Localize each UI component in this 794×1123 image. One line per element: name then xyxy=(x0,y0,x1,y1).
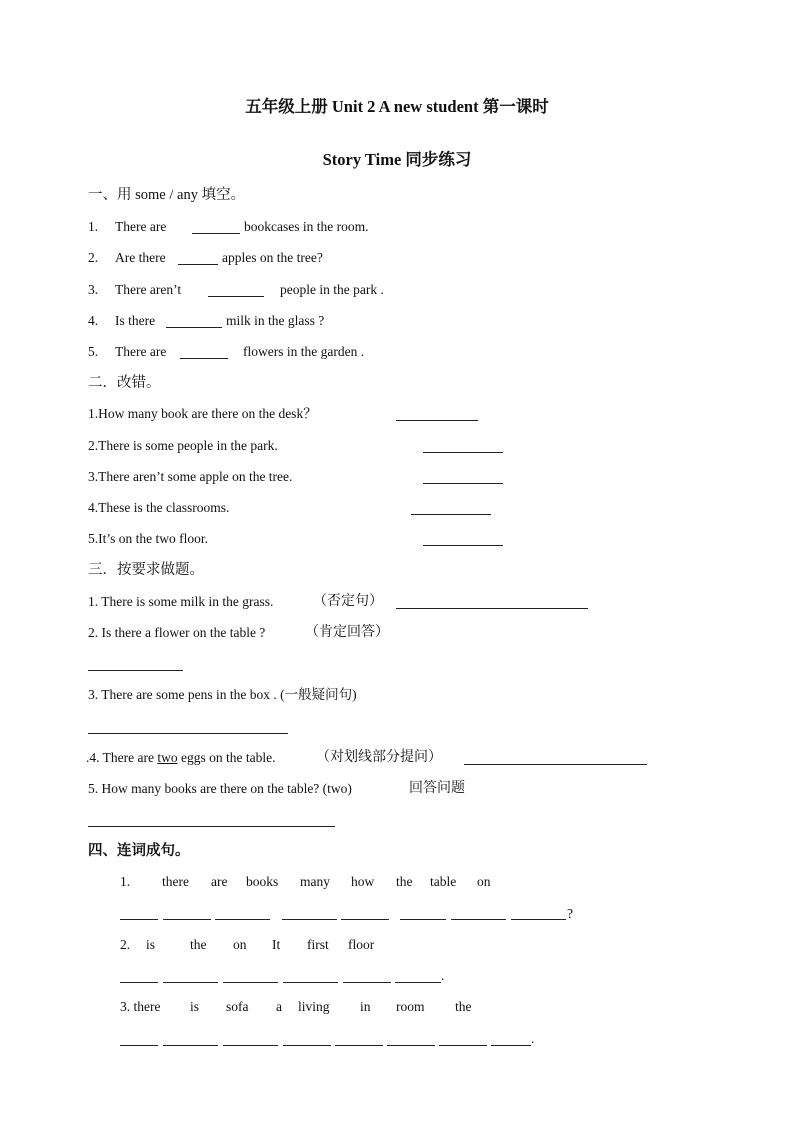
s4-q2-word: first xyxy=(307,937,329,952)
s1-item-3-blank[interactable] xyxy=(208,296,264,297)
s4-q1-word: the xyxy=(396,874,413,889)
section-3-heading: 三．按要求做题。 xyxy=(88,562,204,578)
s1-item-5-num: 5. xyxy=(88,344,99,359)
s4-q3-word: room xyxy=(396,999,425,1014)
s4-q2-word: floor xyxy=(348,937,375,952)
s4-q2-end-mark: . xyxy=(441,968,445,983)
s4-q3-blank[interactable] xyxy=(387,1045,435,1046)
s4-q3-blank[interactable] xyxy=(491,1045,531,1046)
s1-item-4-post: milk in the glass ? xyxy=(226,313,325,328)
s3-q4-answer-line[interactable] xyxy=(464,764,647,765)
s4-q1-blank[interactable] xyxy=(511,919,566,920)
s1-item-3-num: 3. xyxy=(88,282,99,297)
s4-q1-word: how xyxy=(351,874,375,889)
s4-q2-blank[interactable] xyxy=(283,982,338,983)
s4-q2-word: is xyxy=(146,937,156,952)
s3-q2-answer-line[interactable] xyxy=(88,670,183,671)
s1-item-4-num: 4. xyxy=(88,313,99,328)
s3-q5-text: 5. How many books are there on the table? (two) xyxy=(88,781,352,796)
s1-item-3-pre: There aren’t xyxy=(115,282,182,297)
s2-item-1-blank[interactable] xyxy=(396,420,478,421)
s2-item-5: 5.It’s on the two floor. xyxy=(88,531,208,546)
section-2-heading: 二．改错。 xyxy=(88,375,161,391)
s4-q3-word: living xyxy=(298,999,330,1014)
s1-item-2-post: apples on the tree? xyxy=(222,250,323,265)
page-subtitle: Story Time 同步练习 xyxy=(322,150,472,169)
s4-q3-num: 3. there xyxy=(120,999,161,1014)
s4-q1-word: there xyxy=(162,874,189,889)
s3-q1-text: 1. There is some milk in the grass. xyxy=(88,594,274,609)
section-1-heading: 一、用 some / any 填空。 xyxy=(88,187,246,203)
s4-q2-blank[interactable] xyxy=(163,982,218,983)
s4-q2-blank[interactable] xyxy=(395,982,441,983)
s1-item-2-pre: Are there xyxy=(115,250,166,265)
s1-item-4-blank[interactable] xyxy=(166,327,222,328)
s4-q3-blank[interactable] xyxy=(335,1045,383,1046)
s1-item-1-post: bookcases in the room. xyxy=(244,219,369,234)
s4-q1-blank[interactable] xyxy=(120,919,158,920)
s3-q1-answer-line[interactable] xyxy=(396,608,588,609)
s4-q3-word: a xyxy=(276,999,282,1014)
s1-item-3-post: people in the park . xyxy=(280,282,384,297)
s4-q1-word: books xyxy=(246,874,279,889)
s4-q1-word: on xyxy=(477,874,491,889)
s4-q1-end-mark: ? xyxy=(567,906,573,921)
s4-q1-blank[interactable] xyxy=(282,919,337,920)
section-4-heading: 四、连词成句。 xyxy=(88,843,190,859)
s3-q1-note: （否定句） xyxy=(313,594,383,609)
s4-q1-blank[interactable] xyxy=(163,919,211,920)
s2-item-2-blank[interactable] xyxy=(423,452,503,453)
s2-item-1: 1.How many book are there on the desk？ xyxy=(88,406,317,421)
s4-q3-word: in xyxy=(360,999,371,1014)
s4-q2-word: the xyxy=(190,937,207,952)
s1-item-5-pre: There are xyxy=(115,344,167,359)
s4-q2-word: on xyxy=(233,937,247,952)
s1-item-4-pre: Is there xyxy=(115,313,156,328)
s4-q3-blank[interactable] xyxy=(223,1045,278,1046)
s4-q1-word: many xyxy=(300,874,330,889)
s3-q2-text: 2. Is there a flower on the table ? xyxy=(88,625,266,640)
s2-item-4-blank[interactable] xyxy=(411,514,491,515)
s4-q2-word: It xyxy=(272,937,281,952)
s2-item-3-blank[interactable] xyxy=(423,483,503,484)
s4-q3-word: the xyxy=(455,999,472,1014)
s4-q3-blank[interactable] xyxy=(163,1045,218,1046)
s3-q5-note: 回答问题 xyxy=(409,781,465,796)
s3-q4-post: eggs on the table. xyxy=(177,750,276,765)
s4-q3-blank[interactable] xyxy=(120,1045,158,1046)
s3-q3-answer-line[interactable] xyxy=(88,733,288,734)
s4-q2-blank[interactable] xyxy=(120,982,158,983)
s1-item-5-blank[interactable] xyxy=(180,358,228,359)
s3-q5-answer-line[interactable] xyxy=(88,826,335,827)
s1-item-5-post: flowers in the garden . xyxy=(243,344,365,359)
s2-item-5-blank[interactable] xyxy=(423,545,503,546)
s3-q2-note: （肯定回答） xyxy=(305,625,389,640)
s4-q1-word: are xyxy=(211,874,228,889)
s2-item-4: 4.These is the classrooms. xyxy=(88,500,230,515)
s4-q1-blank[interactable] xyxy=(341,919,389,920)
s1-item-1-num: 1. xyxy=(88,219,99,234)
s3-q3-text: 3. There are some pens in the box . (一般疑问句) xyxy=(88,687,357,702)
s4-q1-blank[interactable] xyxy=(400,919,446,920)
s4-q1-num: 1. xyxy=(120,874,131,889)
s4-q3-word: is xyxy=(190,999,200,1014)
s3-q4-note: （对划线部分提问） xyxy=(316,750,442,765)
s4-q1-blank[interactable] xyxy=(451,919,506,920)
s3-q4-pre: .4. There are xyxy=(86,750,158,765)
s4-q2-blank[interactable] xyxy=(223,982,278,983)
s1-item-2-blank[interactable] xyxy=(178,264,218,265)
s3-q4-underlined: two xyxy=(157,750,178,765)
s2-item-2: 2.There is some people in the park. xyxy=(88,438,278,453)
s1-item-2-num: 2. xyxy=(88,250,99,265)
s4-q3-blank[interactable] xyxy=(283,1045,331,1046)
s4-q3-blank[interactable] xyxy=(439,1045,487,1046)
s4-q1-blank[interactable] xyxy=(215,919,270,920)
s4-q2-num: 2. xyxy=(120,937,131,952)
s4-q1-word: table xyxy=(430,874,457,889)
page-title: 五年级上册 Unit 2 A new student 第一课时 xyxy=(245,97,549,116)
s1-item-1-pre: There are xyxy=(115,219,167,234)
s4-q2-blank[interactable] xyxy=(343,982,391,983)
s4-q3-word: sofa xyxy=(226,999,249,1014)
s4-q3-end-mark: . xyxy=(531,1031,535,1046)
s2-item-3: 3.There aren’t some apple on the tree. xyxy=(88,469,293,484)
s1-item-1-blank[interactable] xyxy=(192,233,240,234)
s3-q4-text xyxy=(86,750,275,766)
